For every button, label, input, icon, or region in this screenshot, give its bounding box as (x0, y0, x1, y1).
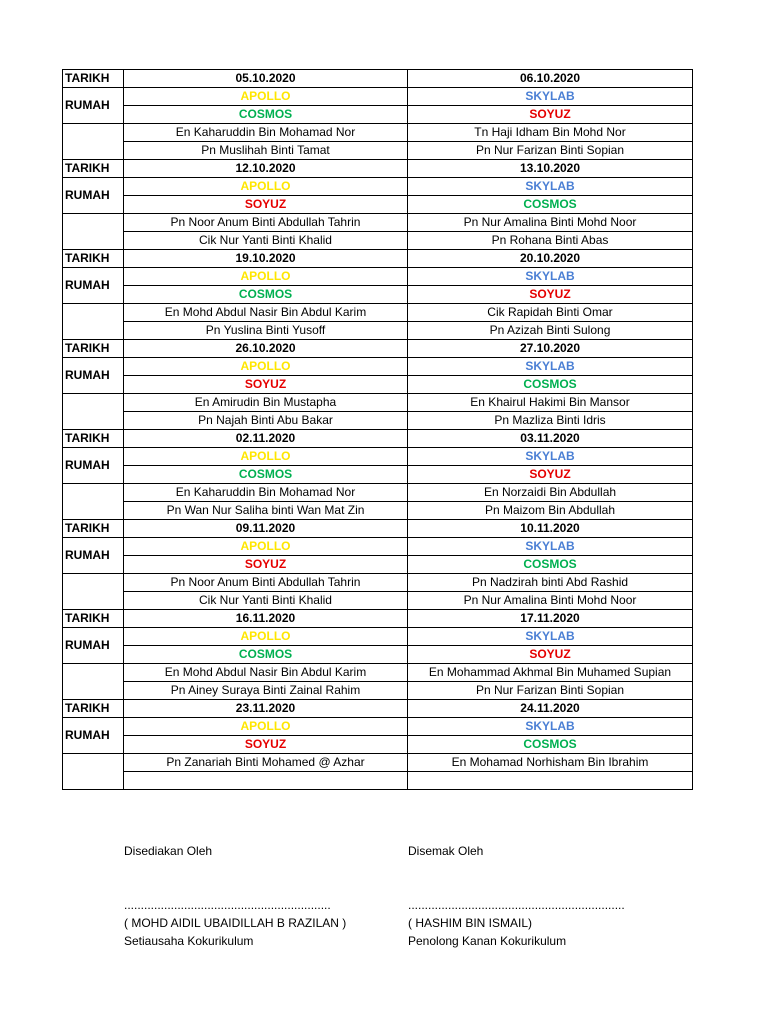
house-cell: SOYUZ (124, 196, 408, 214)
teacher-cell: En Norzaidi Bin Abdullah (408, 484, 693, 502)
checked-by-name: ( HASHIM BIN ISMAIL) (408, 916, 533, 930)
house-row (63, 538, 693, 556)
prepared-by-title: Setiausaha Kokurikulum (124, 934, 254, 948)
house-cell: APOLLO (124, 448, 408, 466)
teacher-cell: Pn Nur Farizan Binti Sopian (408, 682, 693, 700)
teacher-cell: En Mohamad Norhisham Bin Ibrahim (408, 754, 693, 772)
house-cell: SKYLAB (408, 88, 693, 106)
teacher-row (63, 232, 693, 250)
house-cell: SOYUZ (408, 106, 693, 124)
house-cell: SKYLAB (408, 628, 693, 646)
house-row (63, 178, 693, 196)
house-cell: COSMOS (124, 106, 408, 124)
teacher-cell (408, 772, 693, 790)
blank-label-cell (63, 124, 124, 160)
teacher-cell: En Mohd Abdul Nasir Bin Abdul Karim (124, 304, 408, 322)
house-row (63, 718, 693, 736)
date-label: TARIKH (63, 250, 124, 268)
date-cell: 16.11.2020 (124, 610, 408, 628)
house-cell: SKYLAB (408, 448, 693, 466)
house-cell: COSMOS (124, 286, 408, 304)
teacher-cell: Pn Azizah Binti Sulong (408, 322, 693, 340)
teacher-cell: Pn Maizom Bin Abdullah (408, 502, 693, 520)
date-cell: 17.11.2020 (408, 610, 693, 628)
date-cell: 02.11.2020 (124, 430, 408, 448)
date-label: TARIKH (63, 160, 124, 178)
duty-roster-table (62, 69, 693, 790)
house-cell: COSMOS (408, 196, 693, 214)
house-cell: COSMOS (408, 736, 693, 754)
house-cell: SOYUZ (408, 466, 693, 484)
teacher-cell: Pn Ainey Suraya Binti Zainal Rahim (124, 682, 408, 700)
prepared-by-block (124, 842, 346, 950)
house-row (63, 556, 693, 574)
house-cell: APOLLO (124, 268, 408, 286)
teacher-row (63, 412, 693, 430)
house-row (63, 376, 693, 394)
house-cell: SKYLAB (408, 718, 693, 736)
date-row (63, 160, 693, 178)
date-cell: 03.11.2020 (408, 430, 693, 448)
teacher-cell: En Mohammad Akhmal Bin Muhamed Supian (408, 664, 693, 682)
teacher-cell: Pn Nur Amalina Binti Mohd Noor (408, 214, 693, 232)
prepared-by-heading: Disediakan Oleh (124, 844, 213, 858)
teacher-row (63, 304, 693, 322)
teacher-row (63, 772, 693, 790)
prepared-by-signature-line: .............................................................. (124, 898, 331, 912)
house-cell: APOLLO (124, 628, 408, 646)
house-label: RUMAH (63, 178, 124, 214)
date-row (63, 610, 693, 628)
teacher-cell: Pn Rohana Binti Abas (408, 232, 693, 250)
date-row (63, 340, 693, 358)
date-cell: 19.10.2020 (124, 250, 408, 268)
teacher-cell: Pn Muslihah Binti Tamat (124, 142, 408, 160)
house-cell: SKYLAB (408, 178, 693, 196)
house-cell: SKYLAB (408, 538, 693, 556)
house-row (63, 88, 693, 106)
date-cell: 13.10.2020 (408, 160, 693, 178)
house-row (63, 628, 693, 646)
checked-by-heading: Disemak Oleh (408, 844, 484, 858)
house-cell: COSMOS (408, 376, 693, 394)
house-row (63, 646, 693, 664)
date-cell: 24.11.2020 (408, 700, 693, 718)
date-label: TARIKH (63, 340, 124, 358)
date-cell: 05.10.2020 (124, 70, 408, 88)
house-label: RUMAH (63, 88, 124, 124)
house-cell: SKYLAB (408, 358, 693, 376)
house-label: RUMAH (63, 448, 124, 484)
house-row (63, 736, 693, 754)
teacher-row (63, 592, 693, 610)
house-cell: APOLLO (124, 538, 408, 556)
house-label: RUMAH (63, 268, 124, 304)
date-row (63, 520, 693, 538)
teacher-cell: En Kaharuddin Bin Mohamad Nor (124, 484, 408, 502)
house-label: RUMAH (63, 718, 124, 754)
teacher-row (63, 142, 693, 160)
teacher-cell: Pn Zanariah Binti Mohamed @ Azhar (124, 754, 408, 772)
teacher-cell: Pn Wan Nur Saliha binti Wan Mat Zin (124, 502, 408, 520)
house-row (63, 196, 693, 214)
teacher-row (63, 394, 693, 412)
date-cell: 09.11.2020 (124, 520, 408, 538)
blank-label-cell (63, 664, 124, 700)
blank-label-cell (63, 754, 124, 790)
teacher-cell: Cik Nur Yanti Binti Khalid (124, 592, 408, 610)
teacher-cell: Cik Nur Yanti Binti Khalid (124, 232, 408, 250)
house-cell: SOYUZ (408, 646, 693, 664)
house-row (63, 106, 693, 124)
date-label: TARIKH (63, 610, 124, 628)
blank-label-cell (63, 394, 124, 430)
house-label: RUMAH (63, 538, 124, 574)
house-label: RUMAH (63, 628, 124, 664)
teacher-row (63, 322, 693, 340)
teacher-row (63, 502, 693, 520)
date-label: TARIKH (63, 430, 124, 448)
house-cell: COSMOS (124, 466, 408, 484)
date-label: TARIKH (63, 70, 124, 88)
teacher-cell: Cik Rapidah Binti Omar (408, 304, 693, 322)
house-cell: COSMOS (408, 556, 693, 574)
date-cell: 26.10.2020 (124, 340, 408, 358)
house-cell: SOYUZ (124, 556, 408, 574)
teacher-cell (124, 772, 408, 790)
prepared-by-name: ( MOHD AIDIL UBAIDILLAH B RAZILAN ) (124, 916, 347, 930)
teacher-cell: En Kaharuddin Bin Mohamad Nor (124, 124, 408, 142)
teacher-cell: En Amirudin Bin Mustapha (124, 394, 408, 412)
house-cell: SOYUZ (124, 376, 408, 394)
date-cell: 10.11.2020 (408, 520, 693, 538)
house-cell: SOYUZ (408, 286, 693, 304)
date-cell: 27.10.2020 (408, 340, 693, 358)
teacher-cell: Pn Nur Amalina Binti Mohd Noor (408, 592, 693, 610)
teacher-cell: Tn Haji Idham Bin Mohd Nor (408, 124, 693, 142)
house-cell: APOLLO (124, 718, 408, 736)
teacher-cell: En Mohd Abdul Nasir Bin Abdul Karim (124, 664, 408, 682)
teacher-cell: Pn Nur Farizan Binti Sopian (408, 142, 693, 160)
date-row (63, 250, 693, 268)
house-row (63, 448, 693, 466)
house-row (63, 358, 693, 376)
checked-by-title: Penolong Kanan Kokurikulum (408, 934, 567, 948)
checked-by-signature-line: ................................................................. (408, 898, 625, 912)
teacher-cell: Pn Najah Binti Abu Bakar (124, 412, 408, 430)
teacher-row (63, 124, 693, 142)
blank-label-cell (63, 484, 124, 520)
house-cell: COSMOS (124, 646, 408, 664)
checked-by-block (408, 842, 625, 950)
house-cell: SOYUZ (124, 736, 408, 754)
teacher-row (63, 754, 693, 772)
blank-label-cell (63, 214, 124, 250)
date-row (63, 700, 693, 718)
house-cell: APOLLO (124, 88, 408, 106)
date-cell: 20.10.2020 (408, 250, 693, 268)
date-row (63, 430, 693, 448)
date-label: TARIKH (63, 520, 124, 538)
house-cell: APOLLO (124, 358, 408, 376)
teacher-row (63, 682, 693, 700)
teacher-cell: Pn Nadzirah binti Abd Rashid (408, 574, 693, 592)
house-row (63, 286, 693, 304)
date-cell: 12.10.2020 (124, 160, 408, 178)
house-cell: APOLLO (124, 178, 408, 196)
roster-body (63, 70, 693, 790)
teacher-cell: Pn Yuslina Binti Yusoff (124, 322, 408, 340)
house-cell: SKYLAB (408, 268, 693, 286)
teacher-row (63, 664, 693, 682)
teacher-cell: Pn Noor Anum Binti Abdullah Tahrin (124, 214, 408, 232)
house-row (63, 466, 693, 484)
date-label: TARIKH (63, 700, 124, 718)
house-label: RUMAH (63, 358, 124, 394)
teacher-cell: Pn Mazliza Binti Idris (408, 412, 693, 430)
teacher-row (63, 574, 693, 592)
date-cell: 23.11.2020 (124, 700, 408, 718)
house-row (63, 268, 693, 286)
blank-label-cell (63, 304, 124, 340)
date-cell: 06.10.2020 (408, 70, 693, 88)
teacher-row (63, 214, 693, 232)
teacher-cell: Pn Noor Anum Binti Abdullah Tahrin (124, 574, 408, 592)
blank-label-cell (63, 574, 124, 610)
date-row (63, 70, 693, 88)
teacher-row (63, 484, 693, 502)
teacher-cell: En Khairul Hakimi Bin Mansor (408, 394, 693, 412)
